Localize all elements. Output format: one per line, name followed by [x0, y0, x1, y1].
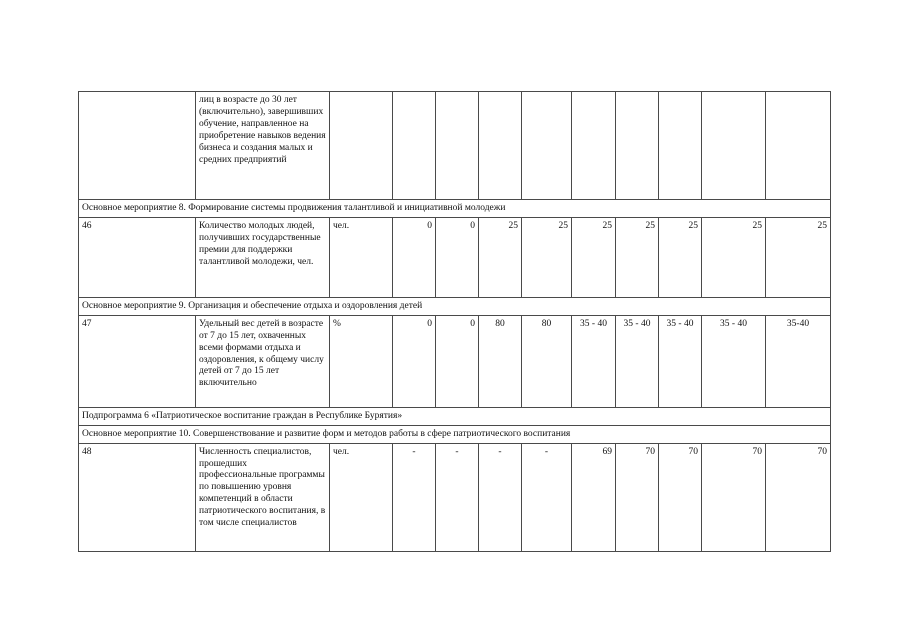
indicator-cell: Численность специалистов, прошедших профессиональные программы по повышению уровня компетенций в области патриотического воспитания, в том числе специалистов [196, 443, 330, 551]
unit-cell: чел. [330, 217, 393, 297]
value-cell [616, 92, 659, 200]
section-row [79, 407, 831, 425]
section-heading: Основное мероприятие 9. Организация и обеспечение отдыха и оздоровления детей [79, 297, 831, 315]
value-cell: - [436, 443, 479, 551]
indicator-cell: Удельный вес детей в возрасте от 7 до 15 лет, охваченных всеми формами отдыха и оздоровления, к общему числу детей от 7 до 15 лет включительно [196, 315, 330, 407]
indicator-cell: лиц в возрасте до 30 лет (включительно), завершивших обучение, направленное на приобретение навыков ведения бизнеса и создания малых и средних предприятий [196, 92, 330, 200]
value-cell: - [393, 443, 436, 551]
value-cell: 80 [522, 315, 572, 407]
table-row [79, 315, 831, 407]
section-row [79, 200, 831, 218]
value-cell [522, 92, 572, 200]
value-cell: 25 [522, 217, 572, 297]
value-cell [659, 92, 702, 200]
value-cell: 70 [616, 443, 659, 551]
subprogram-heading: Подпрограмма 6 «Патриотическое воспитание граждан в Республике Бурятия» [79, 407, 831, 425]
value-cell: 70 [766, 443, 831, 551]
value-cell: 35 - 40 [572, 315, 616, 407]
value-cell [393, 92, 436, 200]
unit-cell: % [330, 315, 393, 407]
value-cell [766, 92, 831, 200]
value-cell: 0 [393, 217, 436, 297]
value-cell [479, 92, 522, 200]
value-cell: 80 [479, 315, 522, 407]
value-cell: 25 [659, 217, 702, 297]
value-cell [436, 92, 479, 200]
value-cell: - [479, 443, 522, 551]
unit-cell [330, 92, 393, 200]
table-row [79, 443, 831, 551]
value-cell: 35-40 [766, 315, 831, 407]
value-cell: 25 [616, 217, 659, 297]
value-cell [572, 92, 616, 200]
value-cell: 25 [766, 217, 831, 297]
indicators-table [78, 91, 831, 552]
value-cell: 35 - 40 [659, 315, 702, 407]
value-cell: 25 [702, 217, 766, 297]
value-cell: 0 [393, 315, 436, 407]
unit-cell: чел. [330, 443, 393, 551]
row-number-cell: 46 [79, 217, 196, 297]
table-row [79, 217, 831, 297]
value-cell [702, 92, 766, 200]
section-row [79, 297, 831, 315]
value-cell: 35 - 40 [616, 315, 659, 407]
value-cell: - [522, 443, 572, 551]
row-number-cell: 48 [79, 443, 196, 551]
value-cell: 25 [479, 217, 522, 297]
table-row [79, 92, 831, 200]
value-cell: 70 [659, 443, 702, 551]
section-row [79, 425, 831, 443]
section-heading: Основное мероприятие 10. Совершенствование и развитие форм и методов работы в сфере патриотического воспитания [79, 425, 831, 443]
value-cell: 70 [702, 443, 766, 551]
indicator-cell: Количество молодых людей, получивших государственные премии для поддержки талантливой молодежи, чел. [196, 217, 330, 297]
section-heading: Основное мероприятие 8. Формирование системы продвижения талантливой и инициативной молодежи [79, 200, 831, 218]
value-cell: 35 - 40 [702, 315, 766, 407]
value-cell: 69 [572, 443, 616, 551]
value-cell: 25 [572, 217, 616, 297]
value-cell: 0 [436, 217, 479, 297]
row-number-cell: 47 [79, 315, 196, 407]
row-number-cell [79, 92, 196, 200]
value-cell: 0 [436, 315, 479, 407]
